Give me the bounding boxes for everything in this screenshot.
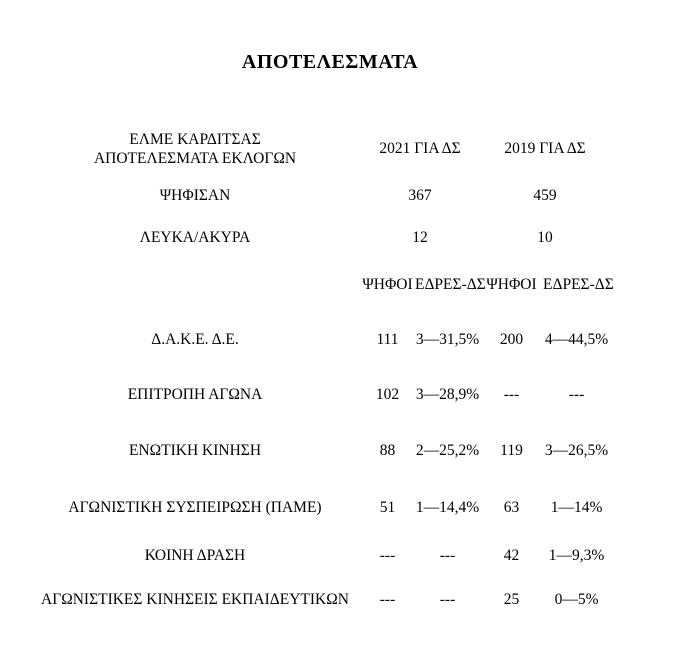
year-header-2021: 2021 ΓΙΑ ΔΣ [379,140,461,157]
seats-2019-cell: 1—14% [550,499,603,516]
votes-2019-subheader: ΨΗΦΟΙ [486,275,537,293]
seats-2019-cell: 4—44,5% [544,330,609,348]
party-row [30,536,610,576]
votes-2021-cell: 51 [379,499,396,516]
votes-2019-cell: --- [503,386,520,403]
party-label: Δ.Α.Κ.Ε. Δ.Ε. [151,330,239,348]
voted-2019-value: 459 [533,187,557,204]
summary-label: ΨΗΦΙΣΑΝ [159,187,231,204]
party-row [30,480,610,536]
seats-2021-cell: 1—14,4% [415,499,480,516]
table-header-row [30,123,610,175]
votes-2021-cell: --- [379,547,396,564]
seats-2021-cell: --- [439,591,456,608]
subheader-row [30,258,610,311]
voted-2021-value: 367 [408,187,432,204]
org-name-line1: ΕΛΜΕ ΚΑΡΔΙΤΣΑΣ [129,131,261,148]
seats-2019-cell: 1—9,3% [548,547,605,564]
votes-2019-cell: 25 [503,591,520,608]
party-label: ΕΠΙΤΡΟΠΗ ΑΓΩΝΑ [127,386,263,403]
votes-2019-cell: 42 [503,547,520,564]
party-row [30,422,610,480]
seats-2021-cell: 3—28,9% [415,386,480,403]
votes-2019-cell: 200 [499,330,524,348]
org-name-line2: ΑΠΟΤΕΛΕΣΜΑΤΑ ΕΚΛΟΓΩΝ [93,150,297,167]
votes-2019-cell: 119 [500,442,523,459]
party-label: ΚΟΙΝΗ ΔΡΑΣΗ [144,547,246,564]
seats-2019-subheader: ΕΔΡΕΣ-ΔΣ [543,275,614,293]
page-title: ΑΠΟΤΕΛΕΣΜΑΤΑ [241,51,419,73]
votes-2021-subheader: ΨΗΦΟΙ [362,275,413,293]
org-name-cell [30,123,360,175]
blank-2021-value: 12 [412,228,428,246]
summary-row-blank-invalid [30,217,610,258]
seats-2021-cell: 3—31,5% [415,330,480,348]
seats-2021-cell: 2—25,2% [415,442,480,459]
seats-2019-cell: 0—5% [554,591,599,608]
blank-2019-value: 10 [537,228,553,246]
votes-2019-cell: 63 [503,499,520,516]
seats-2021-subheader: ΕΔΡΕΣ-ΔΣ [415,275,486,293]
seats-2019-cell: --- [568,386,585,403]
summary-label: ΛΕΥΚΑ/ΑΚΥΡΑ [139,228,251,246]
seats-2021-cell: --- [439,547,456,564]
votes-2021-cell: 111 [376,330,399,348]
votes-2021-cell: 88 [379,442,396,459]
party-label: ΕΝΩΤΙΚΗ ΚΙΝΗΣΗ [128,442,262,459]
year-header-2019: 2019 ΓΙΑ ΔΣ [504,140,586,157]
summary-row-voted [30,175,610,217]
votes-2021-cell: --- [379,591,396,608]
party-row [30,311,610,368]
party-label: ΑΓΩΝΙΣΤΙΚΕΣ ΚΙΝΗΣΕΙΣ ΕΚΠΑΙΔΕΥΤΙΚΩΝ [41,591,349,608]
party-row [30,368,610,422]
party-row [30,576,610,624]
results-table [30,123,614,624]
votes-2021-cell: 102 [375,386,400,403]
seats-2019-cell: 3—26,5% [544,442,609,459]
party-label: ΑΓΩΝΙΣΤΙΚΗ ΣΥΣΠΕΙΡΩΣΗ (ΠΑΜΕ) [68,499,322,516]
subheader-empty-cell [30,258,360,311]
